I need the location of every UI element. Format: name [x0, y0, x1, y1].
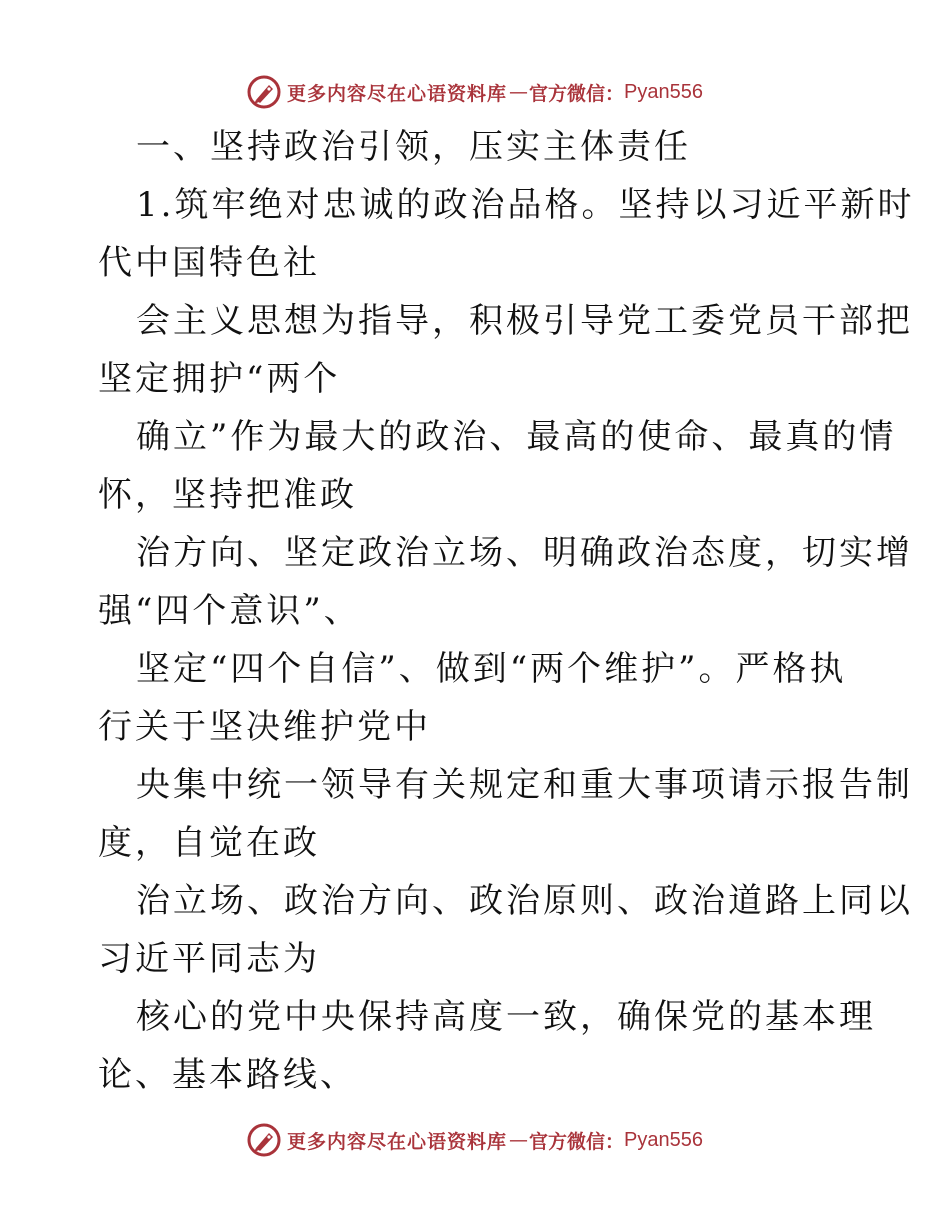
paragraph-line: 治方向、坚定政治立场、明确政治态度，切实增 [136, 533, 913, 573]
brand-text: 更多内容尽在心语资料库 [287, 82, 508, 105]
paragraph-line: 代中国特色社 [98, 243, 320, 283]
paragraph-line: 强“四个意识”、 [98, 591, 361, 631]
pen-nib-logo-icon [247, 1123, 281, 1157]
paragraph-line: 1.筑牢绝对忠诚的政治品格。坚持以习近平新时 [136, 185, 915, 225]
wechat-id: Pyan556 [624, 1128, 703, 1151]
footer-banner [0, 1120, 950, 1160]
paragraph-line: 论、基本路线、 [98, 1055, 357, 1095]
paragraph-line: 央集中统一领导有关规定和重大事项请示报告制 [136, 765, 913, 805]
wechat-label: 官方微信： [529, 82, 625, 105]
paragraph-line: 确立”作为最大的政治、最高的使命、最真的情 [136, 417, 897, 457]
document-body [98, 118, 915, 1104]
header-banner [0, 72, 950, 112]
paragraph-line: 核心的党中央保持高度一致，确保党的基本理 [136, 997, 876, 1037]
section-heading: 一、坚持政治引领，压实主体责任 [136, 127, 691, 167]
separator: — [509, 1129, 528, 1151]
paragraph-line: 坚定拥护“两个 [98, 359, 341, 399]
pen-nib-logo-icon [247, 75, 281, 109]
paragraph-line: 治立场、政治方向、政治原则、政治道路上同以 [136, 881, 913, 921]
paragraph-line: 坚定“四个自信”、做到“两个维护”。严格执 [136, 649, 847, 689]
paragraph-line: 怀，坚持把准政 [98, 475, 357, 515]
wechat-id: Pyan556 [624, 80, 703, 103]
paragraph-line: 度，自觉在政 [98, 823, 320, 863]
separator: — [509, 81, 528, 103]
brand-text: 更多内容尽在心语资料库 [287, 1130, 508, 1153]
wechat-label: 官方微信： [529, 1130, 625, 1153]
paragraph-line: 行关于坚决维护党中 [98, 707, 431, 747]
paragraph-line: 习近平同志为 [98, 939, 320, 979]
paragraph-line: 会主义思想为指导，积极引导党工委党员干部把 [136, 301, 913, 341]
